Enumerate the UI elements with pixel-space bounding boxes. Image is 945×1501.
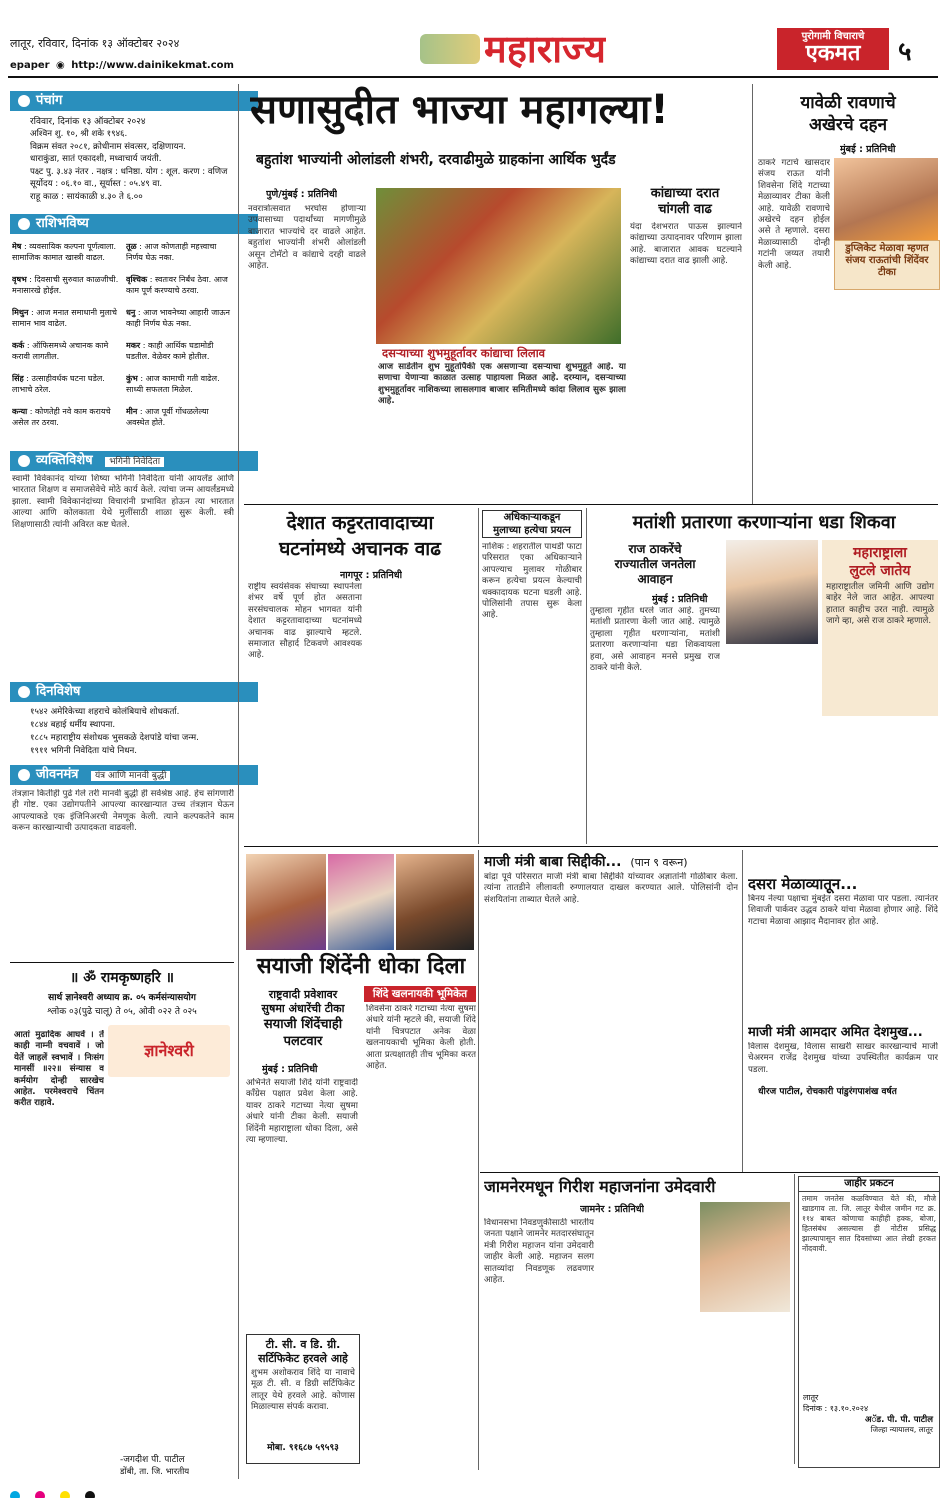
sanjay-raut-photo bbox=[834, 158, 938, 240]
sayaji-sub-line2: पलटवार bbox=[283, 1034, 323, 1049]
baba-header bbox=[484, 852, 734, 871]
vyakti-body: स्वामी विवेकानंद यांच्या शिष्या भगिनी निवेदिता यांनी आयर्लंड आणि भारतात शिक्षण व समाजसेवेचे मोठे कार्य केले. त्यांचा जन्म आयर्लंडमध्ये झाला. स्वामी विवेकानंदांच्या विचारांनी प्रभावित होऊन त्या भारतात आल्या आणि कोलकाता येथे मुलींसाठी शाळा सुरू केली. स्त्री शिक्षणासाठी त्यांनी अविरत कष्ट घेतले. bbox=[12, 474, 234, 530]
raj-body: तुम्हाला गृहीत धरले जात आहे. तुमच्या मतांशी प्रतारणा केली जात आहे. त्यामुळे तुम्हाला गृहीत धरणाऱ्यांना, मतांशी प्रतारणा करणाऱ्यांना धडा शिकवायला हवा, असे आवाहन मनसे प्रमुख राज ठाकरे यांनी केले. bbox=[590, 606, 720, 674]
ravan-body-wide bbox=[758, 294, 938, 500]
lead-headline: सणासुदीत भाज्या महागल्या! bbox=[250, 87, 669, 133]
sayaji-sub-line1: सयाजी शिंदेंचाही bbox=[263, 1017, 343, 1032]
rashi-left bbox=[12, 242, 122, 444]
tc-box bbox=[246, 1334, 360, 1464]
maharashtra-headline-line2: लुटले जातेय bbox=[849, 563, 911, 579]
ramkrishna-subtitle: सार्थ ज्ञानेश्वरी अध्याय क्र. ०५ कर्मसंन्यासयोग bbox=[48, 993, 196, 1003]
onion-headline-line1: कांद्याच्या दरात bbox=[650, 186, 720, 201]
girish-mahajan-photo bbox=[700, 1202, 790, 1312]
adhikari-rule bbox=[586, 508, 587, 844]
panchang-title: पंचांग bbox=[36, 93, 63, 108]
jeevanmantra-icon bbox=[18, 769, 30, 781]
amit-body-cont bbox=[748, 1098, 938, 1168]
lead-body-col1: नवरात्रोत्सवात भरघोस होणाऱ्या उपवासाच्या पदार्थांच्या मागणीमुळे बाजारात भाज्यांचे दर वाढले आहेत. बहुतांश भाज्यांनी शंभरी ओलांडली असून टोमॅटो व कांद्याचे दरही वाढले आहेत. bbox=[248, 204, 366, 272]
dinvishesh-item: १८४४ बहाई धर्मीय स्थापना. bbox=[30, 720, 116, 730]
dinvishesh-icon bbox=[18, 686, 30, 698]
notice-box bbox=[798, 1176, 940, 1468]
dasra-intro bbox=[748, 854, 938, 874]
jeevanmantra-title: जीवनमंत्र bbox=[36, 767, 79, 782]
jamner-body: विधानसभा निवडणुकीसाठी भारतीय जनता पक्षाने जामनेर मतदारसंघातून मंत्री गिरीश महाजन यांना उमेदवारी जाहीर केली आहे. महाजन सलग सातव्यांदा निवडणूक लढवणार आहेत. bbox=[484, 1218, 594, 1286]
sayaji-body: अभिनेते सयाजी शिंदे यांनी राष्ट्रवादी काँग्रेस पक्षात प्रवेश केला आहे. यावर ठाकरे गटाच्या नेत्या सुषमा अंधारे यांनी टीका केली. सयाजी शिंदेंनी महाराष्ट्राला धोका दिला, असे त्या म्हणाल्या. bbox=[246, 1078, 358, 1146]
rashi-item: मेष : व्यवसायिक कल्पना पूर्णत्वाला. सामाजिक कामात खास्त्री वाढल. bbox=[12, 242, 117, 262]
panchang-header bbox=[10, 91, 258, 111]
rashi-icon bbox=[18, 218, 30, 230]
panchang-line: विक्रम संवत २०८१, क्रोधीनाम संवत्सर, दक्षिणायन. bbox=[30, 141, 186, 152]
dateline: लातूर, रविवार, दिनांक १३ ऑक्टोबर २०२४ bbox=[10, 37, 180, 50]
desh-body-col2 bbox=[368, 582, 474, 840]
raj-body-col3 bbox=[824, 718, 938, 840]
brand-tagline: पुरोगामी विचाराचे bbox=[801, 31, 865, 42]
baba-headline: माजी मंत्री बाबा सिद्दीकी... bbox=[484, 854, 622, 870]
rashi-item: तूळ : आज कोणताही महत्त्वाचा निर्णय घेऊ नका. bbox=[126, 242, 217, 262]
sayaji-body-col3 bbox=[362, 1334, 474, 1462]
vegetable-market-photo bbox=[376, 188, 621, 344]
rashi-header bbox=[10, 214, 258, 234]
adhikari-kicker-line1: अधिकाऱ्याकडून bbox=[503, 512, 561, 523]
notice-advocate: अॅड. पी. पी. पाटील bbox=[865, 1415, 933, 1425]
raj-kicker bbox=[592, 542, 718, 587]
panchang-line: सूर्योदय : ०६.१० वा., सूर्यास्त : ०५.४९ वा. bbox=[30, 179, 163, 190]
sayaji-rule bbox=[478, 850, 479, 1470]
raj-body-col2 bbox=[726, 646, 820, 840]
vyakti-subtitle: भगिनी निवेदिता bbox=[105, 457, 164, 467]
rashi-title: राशिभविष्य bbox=[36, 216, 89, 231]
left-column-rule bbox=[238, 84, 239, 1479]
rashi-item: मीन : आज पूर्वी गोंधळलेल्या अवस्थेत होते. bbox=[126, 407, 209, 427]
sayaji-headline: सयाजी शिंदेंनी धोका दिला bbox=[256, 954, 466, 979]
dnyaneshwari-logo bbox=[108, 1025, 230, 1077]
lead-body-col3 bbox=[376, 420, 626, 500]
amit-signature: धीरज पाटील, रोचकारी पांडुरंगपाशंख वर्षत bbox=[758, 1087, 897, 1097]
sayaji-shinde-photo bbox=[396, 854, 474, 950]
masthead-rule bbox=[8, 76, 938, 78]
sayaji-kicker-line1: राष्ट्रवादी प्रवेशावर bbox=[268, 988, 338, 1001]
lead-subhead: बहुतांश भाज्यांनी ओलांडली शंभरी, दरवाढीमुळे ग्राहकांना आर्थिक भुर्दंड bbox=[256, 152, 616, 168]
dasra-headline: दसरा मेळाव्यातून... bbox=[748, 875, 858, 893]
ravan-quote: डुप्लिकेट मेळावा म्हणत संजय राऊतांची शिंदेंवर टीका bbox=[845, 243, 929, 278]
vyakti-title: व्यक्तिविशेष bbox=[36, 453, 93, 468]
ravan-headline-line2: अखेरचे दहन bbox=[808, 115, 888, 135]
maharashtra-headline-line1: महाराष्ट्राला bbox=[853, 545, 907, 561]
dasra-body: बिनय नेल्या पक्षाचा मुंबईत दसरा मेळावा पार पडला. त्यानंतर शिवाजी पार्कवर उद्धव ठाकरे यांचा मेळावा होणार आहे. शिंदे गटाचा मेळावा आझाद मैदानावर होत आहे. bbox=[748, 894, 938, 927]
tc-headline-line2: सर्टिफिकेट हरवले आहे bbox=[258, 1352, 348, 1365]
raj-thackeray-photo bbox=[726, 540, 818, 644]
rashi-item: कर्क : ऑफिसमध्ये अचानक कामे करावी लागतील. bbox=[12, 341, 109, 361]
rashi-item: धनु : आज भावनेच्या आहारी जाऊन काही निर्णय घेऊ नका. bbox=[126, 308, 230, 328]
ravan-byline: मुंबई : प्रतिनिधी bbox=[840, 144, 896, 155]
onion-headline bbox=[630, 186, 740, 218]
ravan-quote-box bbox=[834, 240, 940, 290]
jamner-headline: जामनेरमधून गिरीश महाजनांना उमेदवारी bbox=[484, 1177, 716, 1196]
dinvishesh-title: दिनविशेष bbox=[36, 684, 81, 699]
registration-marks bbox=[10, 1486, 935, 1498]
baba-rule bbox=[742, 850, 743, 1172]
raj-kicker-line2: राज्यातील जनतेला bbox=[614, 557, 696, 571]
desh-headline-line2: घटनांमध्ये अचानक वाढ bbox=[279, 538, 441, 560]
desh-headline bbox=[244, 510, 476, 562]
panchang-date: रविवार, दिनांक १३ ऑक्टोबर २०२४ bbox=[30, 117, 146, 127]
ravan-body-col: ठाकरे गटाचे खासदार संजय राऊत यांनी शिवसेना शिंदे गटाच्या मेळाव्यावर टीका केली आहे. यावेळी रावणाचे अखेरचे दहन होईल असे ते म्हणाले. दसरा मेळाव्यासाठी दोन्ही गटांनी जय्यत तयारी केली आहे. bbox=[758, 158, 830, 271]
brand-box bbox=[777, 28, 889, 70]
globe-icon: ◉ bbox=[56, 60, 65, 71]
onion-headline-line2: चांगली वाढ bbox=[658, 202, 712, 217]
desh-rule bbox=[478, 508, 479, 844]
maharashtra-box bbox=[822, 540, 938, 716]
jamner-body-col3 bbox=[700, 1316, 792, 1464]
dinvishesh-item: १५४२ अमेरिकेच्या शहराचे कोलंबियाचे शोधकर्ता. bbox=[30, 707, 180, 717]
notice-rule bbox=[794, 1174, 795, 1464]
ramkrishna-title: ॥ ॐ रामकृष्णहरि ॥ bbox=[69, 970, 175, 986]
rashi-item: मकर : काही आर्थिक घडामोडी घडतील. वेळेवर कामे होतील. bbox=[126, 341, 214, 361]
ramkrishna-author: -जगदीश पी. पाटील bbox=[120, 1455, 185, 1465]
website-url[interactable]: http://www.dainikekmat.com bbox=[71, 60, 234, 71]
rashi-item: वृषभ : दिवसाची सुरुवात काळजीची. मनासारखे होईल. bbox=[12, 275, 119, 295]
shinde-box-header: शिंदे खलनायकी भूमिकेत bbox=[364, 986, 476, 1002]
rashi-right bbox=[126, 242, 234, 444]
vyakti-icon bbox=[18, 455, 30, 467]
sushma-andhare-photo bbox=[246, 854, 326, 950]
cmyk-dot bbox=[60, 1491, 70, 1498]
baba-jump: (पान ९ वरून) bbox=[630, 856, 688, 869]
lead-body-col2 bbox=[246, 300, 372, 500]
lead-caption-title: दसऱ्याच्या शुभमुहूर्तावर कांद्याचा लिलाव bbox=[382, 346, 546, 360]
sayaji-body-col2 bbox=[362, 1078, 474, 1328]
rashi-item: कन्या : कोणतेही नवे काम करायचे असेल तर ठरवा. bbox=[12, 407, 111, 427]
jamner-top-rule bbox=[480, 1172, 938, 1173]
notice-place: लातूर bbox=[803, 1393, 819, 1402]
vyakti-header bbox=[10, 451, 258, 471]
brand-name: एकमत bbox=[805, 41, 861, 66]
adhikari-kicker-line2: मुलाच्या हत्येचा प्रयत्न bbox=[493, 525, 571, 536]
desh-headline-line1: देशात कट्टरतावादाच्या bbox=[286, 512, 434, 534]
maharashtra-body: महाराष्ट्रातील जमिनी आणि उद्योग बाहेर नेले जात आहेत. आपल्या हातात काहीच उरत नाही. त्यामुळे जागे व्हा, असे राज ठाकरे म्हणाले. bbox=[826, 582, 934, 627]
ravan-headline bbox=[758, 92, 938, 136]
baba-body: बांद्रा पूर्व परिसरात माजी मंत्री बाबा सिद्दीकी यांच्यावर अज्ञातांनी गोळीबार केला. त्यांना तातडीने लीलावती रुग्णालयात दाखल करण्यात आले. पोलिसांनी दोन संशयितांना ताब्यात घेतले आहे. bbox=[484, 872, 738, 905]
masthead bbox=[0, 0, 945, 78]
dnyaneshwari-logo-text: ज्ञानेश्वरी bbox=[144, 1041, 194, 1060]
epaper-label: epaper bbox=[10, 60, 50, 71]
panchang-line: अश्विन शु. १०, श्री शके १९४६. bbox=[30, 129, 128, 139]
section-illustration bbox=[420, 34, 480, 64]
panchang-box bbox=[30, 128, 230, 204]
tc-headline bbox=[247, 1335, 359, 1366]
notice-advocate-note: जिल्हा न्यायालय, लातूर bbox=[870, 1425, 933, 1434]
rashi-item: कुंभ : आज कामाची गती वाढेल. साध्यी सफलता मिळेल. bbox=[126, 374, 220, 394]
adhikari-body: नाशिक : शहरातील पाथर्डी फाटा परिसरात एका अधिकाऱ्याने आपल्याच मुलावर गोळीबार करून हत्येचा प्रयत्न केल्याची धक्कादायक घटना घडली आहे. पोलिसांनी तपास सुरू केला आहे. bbox=[482, 542, 582, 621]
maharashtra-headline bbox=[822, 540, 938, 580]
notice-date: दिनांक : १३.१०.२०२४ bbox=[803, 1404, 869, 1413]
ramkrishna-author-note: डोंबी, ता. जि. भारतीय bbox=[120, 1467, 190, 1477]
dinvishesh-header bbox=[10, 682, 258, 702]
panchang-icon bbox=[18, 95, 30, 107]
panchang-line: पक्ष्ट पु. ३.४३ नंतर . नक्षत्र : धनिष्ठा. योग : शूल. करण : वणिज bbox=[30, 166, 228, 177]
cmyk-dot bbox=[10, 1491, 20, 1498]
lead-caption-body: आज साडेतीन शुभ मुहूर्तापैकी एक असणाऱ्या दसऱ्याचा शुभमुहूर्त आहे. या सणाचा येणाऱ्या काळात उत्साह पाहायला मिळत आहे. दरम्यान, दसऱ्याच्या शुभमुहूर्तावर नाशिकच्या लासलगाव बाजार समितीमध्ये कांदा लिलाव सुरू झाला आहे. bbox=[378, 362, 626, 407]
jamner-body-col2 bbox=[598, 1218, 698, 1464]
jeevanmantra-header bbox=[10, 765, 258, 785]
shinde-box-body: शिवसेना ठाकरे गटाच्या नेत्या सुषमा अंधारे यांनी म्हटले की, सयाजी शिंदे यांनी चित्रपटात अनेक वेळा खलनायकाची भूमिका केली होती. आता प्रत्यक्षातही तीच भूमिका करत आहेत. bbox=[366, 1004, 476, 1072]
dinvishesh-item: १९११ भगिनी निवेदिता यांचे निधन. bbox=[30, 746, 138, 756]
page-number: ५ bbox=[898, 37, 912, 67]
notice-body: तमाम जनतेस कळविण्यात येते की, मौजे खाडगाव ता. जि. लातूर येथील जमीन गट क्र. ११४ बाबत कोणाचा काहीही हक्क, बोजा, हितसंबंध असल्यास ही नोटीस प्रसिद्ध झाल्यापासून सात दिवसांच्या आत लेखी हरकत नोंदवावी. bbox=[802, 1194, 936, 1253]
left-divider bbox=[10, 962, 234, 963]
raj-kicker-line3: आवाहन bbox=[637, 572, 673, 586]
tc-mobile: मोबा. ९१६८७ ५९५९३ bbox=[267, 1443, 339, 1453]
epaper-link[interactable] bbox=[10, 60, 234, 71]
desh-byline: नागपूर : प्रतिनिधी bbox=[340, 570, 403, 581]
ramkrishna-verse-ref: श्लोक ०३(पुढे चालू) ते ०५, ओवी ०२२ ते ०२५ bbox=[47, 1007, 197, 1017]
cmyk-dot bbox=[35, 1491, 45, 1498]
tc-headline-line1: टी. सी. व डि. ग्री. bbox=[265, 1338, 341, 1351]
amit-body: विलास देशमुख, विलास साखरी साखर कारखान्याचे माजी चेअरमन राजेंद्र देशमुख यांच्या उपस्थितीत कार्यक्रम पार पडला. bbox=[748, 1042, 938, 1075]
tc-body: शुभम अशोकराव शिंदे या नावाचे मूळ टी. सी. व डिग्री सर्टिफिकेट लातूर येथे हरवले आहे. कोणास मिळाल्यास संपर्क करावा. bbox=[251, 1368, 355, 1413]
adhikari-kicker bbox=[482, 510, 582, 538]
sayaji-byline: मुंबई : प्रतिनिधी bbox=[262, 1064, 318, 1075]
jeevanmantra-body: तंत्रज्ञान कितीही पुढे गेले तरी मानवी बुद्धी ही सर्वश्रेष्ठ आहे. हेच सांगणारी ही गोष्ट. एका उद्योगपतीने आपल्या कारखान्यात उच्च तंत्रज्ञान घेऊन आपल्याकडे एक इंजिनिअरची नेमणूक केली. त्याने कल्पकतेने काम करून कारखान्याची उत्पादकता वाढवली. bbox=[12, 789, 234, 834]
onion-body-cont bbox=[630, 402, 744, 500]
ravan-headline-line1: यावेळी रावणाचे bbox=[800, 93, 896, 113]
jamner-byline: जामनेर : प्रतिनिधी bbox=[580, 1204, 645, 1215]
notice-title: जाहीर प्रकटन bbox=[799, 1177, 939, 1192]
lead-byline: पुणे/मुंबई : प्रतिनिधी bbox=[266, 189, 338, 200]
sayaji-kicker-line2: सुषमा अंधारेंची टीका bbox=[261, 1002, 345, 1015]
rashi-item: मिथुन : आज मनात समाधानी मुलाचे सामान भाव वाढेल. bbox=[12, 308, 117, 328]
lead-bottom-rule bbox=[244, 504, 938, 505]
event-stage-photo bbox=[328, 854, 394, 950]
sayaji-kicker bbox=[246, 988, 360, 1050]
panchang-line: राहू काळ : सायंकाळी ४.३० ते ६.०० bbox=[30, 191, 143, 202]
ramkrishna-body: आतां मुढादिक आघवें । तें काही नाम्नी वचवावें । जो येतें जाहलें स्वभावें । निःसंग मानसीं ॥२२॥ संन्यास व कर्मयोग दोन्ही सारखेच आहेत. परमेश्वराचे चिंतन करीत राहावे. bbox=[14, 1030, 104, 1109]
dinvishesh-list bbox=[30, 706, 234, 762]
cmyk-dot bbox=[85, 1491, 95, 1498]
raj-kicker-line1: राज ठाकरेंचे bbox=[628, 542, 682, 556]
raj-headline: मतांशी प्रतारणा करणाऱ्यांना धडा शिकवा bbox=[632, 512, 896, 533]
middle-rule bbox=[244, 846, 938, 847]
rashi-item: वृश्चिक : स्वतःवर निर्बंध ठेवा. आज काम पूर्ण करण्याचे ठरवा. bbox=[126, 275, 228, 295]
amit-headline: माजी मंत्री आमदार अमित देशमुख... bbox=[748, 1025, 923, 1040]
raj-byline: मुंबई : प्रतिनिधी bbox=[652, 594, 708, 605]
onion-body: यंदा देशभरात पाऊस झाल्याने कांद्याच्या उत्पादनावर परिणाम झाला आहे. बाजारात आवक घटल्याने कांद्याच्या दरात वाढ झाली आहे. bbox=[630, 222, 742, 267]
section-title: महाराज्य bbox=[484, 27, 606, 71]
jeevanmantra-subtitle: यंत्र आणि मानवी बुद्धी bbox=[91, 771, 171, 781]
ramkrishna-body-right bbox=[110, 1082, 232, 1442]
desh-body: राष्ट्रीय स्वयंसेवक संघाच्या स्थापनेला शंभर वर्षे पूर्ण होत असताना सरसंघचालक मोहन भागवत यांनी देशात कट्टरतावादाच्या घटनांमध्ये अचानक वाढ झाल्याचे म्हटले. समाजात सौहार्द टिकवणे आवश्यक आहे. bbox=[248, 582, 362, 661]
rashi-item: सिंह : उत्साहीवर्धक घटना घडेल. लाभाचे ठरेल. bbox=[12, 374, 105, 394]
panchang-line: धाराकुंडा, सातं एकादशी, मध्वाचार्य जयंती. bbox=[30, 154, 162, 165]
dinvishesh-item: १८८५ महाराष्ट्रीय संशोधक भुसकळे देशपांडे यांचा जन्म. bbox=[30, 733, 199, 743]
ravan-column-rule bbox=[752, 84, 753, 504]
